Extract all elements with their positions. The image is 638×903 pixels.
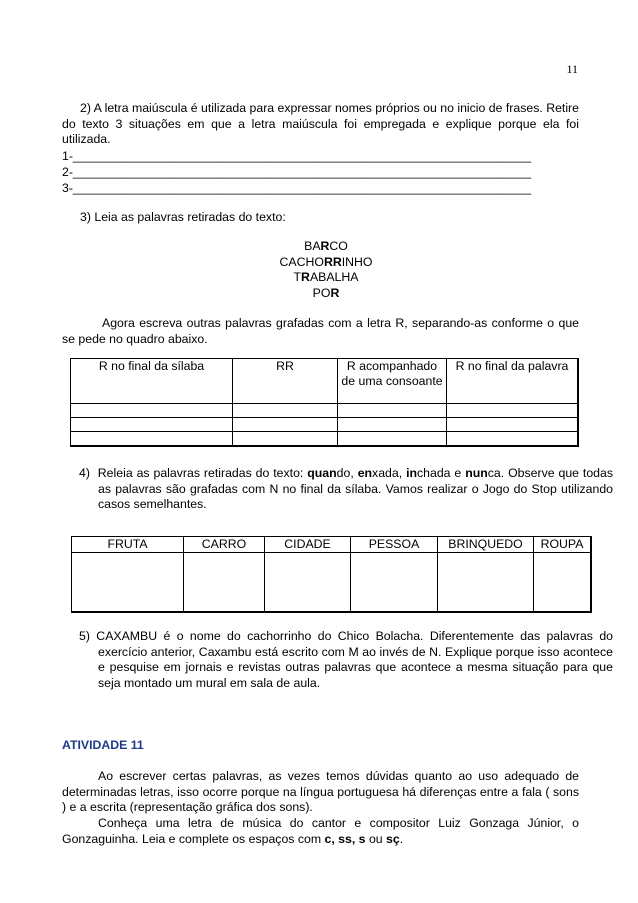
table-cell[interactable] [233, 432, 338, 447]
activity-paragraph-1: Ao escrever certas palavras, as vezes temos dúvidas quanto ao uso adequado de determinadas letras, isso ocorre porque na língua portuguesa há diferenças entre a fala ( sons ) e a escrita (representação gráfica dos sons). [62, 769, 579, 814]
col-brinquedo: BRINQUEDO [438, 537, 534, 553]
col-pessoa: PESSOA [351, 537, 438, 553]
table-row [71, 418, 579, 432]
answer-line-3[interactable]: 3-___________________________________________________________________ [62, 181, 532, 195]
table-cell[interactable] [447, 404, 579, 418]
question-5-text: 5) CAXAMBU é o nome do cachorrinho do Chico Bolacha. Diferentemente das palavras do exercício anterior, Caxambu está escrito com M ao invés de N. Explique porque isso acontece e pesquise em jornais e revistas outras palavras que acontece a mesma situação para que seja montado um mural em sala de aula. [79, 629, 613, 690]
table-cell[interactable] [184, 553, 265, 613]
table-cell[interactable] [338, 418, 447, 432]
activity-title: ATIVIDADE 11 [62, 738, 144, 752]
table-cell[interactable] [438, 553, 534, 613]
word-trabalha: TRABALHA [293, 270, 359, 284]
table-cell[interactable] [338, 404, 447, 418]
table-cell[interactable] [265, 553, 351, 613]
activity-paragraph-2: Conheça uma letra de música do cantor e compositor Luiz Gonzaga Júnior, o Gonzaguinha. Leia e complete os espaços com c, ss, s ou sç. [62, 816, 579, 846]
word-por: POR [312, 285, 340, 300]
table-cell[interactable] [338, 432, 447, 447]
table-cell[interactable] [233, 418, 338, 432]
word-barco: BARCO [304, 239, 348, 253]
col-roupa: ROUPA [534, 537, 592, 553]
table-cell[interactable] [351, 553, 438, 613]
page-number: 11 [566, 62, 578, 76]
table-cell[interactable] [447, 432, 579, 447]
table-cell[interactable] [72, 553, 184, 613]
table-cell[interactable] [71, 404, 233, 418]
table-cell[interactable] [71, 432, 233, 447]
question-3-instruction: Agora escreva outras palavras grafadas com a letra R, separando-as conforme o que se pede no quadro abaixo. [62, 316, 579, 346]
table-cell[interactable] [233, 404, 338, 418]
answer-line-2[interactable]: 2-___________________________________________________________________ [62, 165, 532, 179]
word-cachorrinho: CACHORRINHO [279, 254, 373, 269]
table-cell[interactable] [534, 553, 592, 613]
col-fruta: FRUTA [72, 537, 184, 553]
answer-line-1[interactable]: 1-___________________________________________________________________ [62, 149, 532, 163]
col-cidade: CIDADE [265, 537, 351, 553]
question-4-text: 4) Releia as palavras retiradas do texto: quando, enxada, inchada e nunca. Observe que todas as palavras são grafadas com N no final da sílaba. Vamos realizar o Jogo do Stop utilizando casos semelhantes. [79, 466, 614, 511]
question-3-intro: 3) Leia as palavras retiradas do texto: [80, 210, 286, 224]
word-list-block [226, 239, 426, 301]
col-r-final-palavra: R no final da palavra [447, 359, 579, 404]
table-row [71, 432, 579, 447]
col-r-consoante: R acompanhado de uma consoante [338, 359, 447, 404]
stop-game-table [71, 536, 592, 613]
table-cell[interactable] [71, 418, 233, 432]
col-carro: CARRO [184, 537, 265, 553]
table-row [71, 404, 579, 418]
answer-lines [62, 148, 531, 196]
r-words-table [70, 358, 579, 447]
table-row [72, 553, 592, 613]
col-r-final-silaba: R no final da sílaba [71, 359, 233, 404]
col-rr: RR [233, 359, 338, 404]
table-cell[interactable] [447, 418, 579, 432]
question-2-text: 2) A letra maiúscula é utilizada para expressar nomes próprios ou no inicio de frases. Retire do texto 3 situações em que a letra maiúscula foi empregada e explique porque ela foi utilizada. [62, 101, 579, 146]
